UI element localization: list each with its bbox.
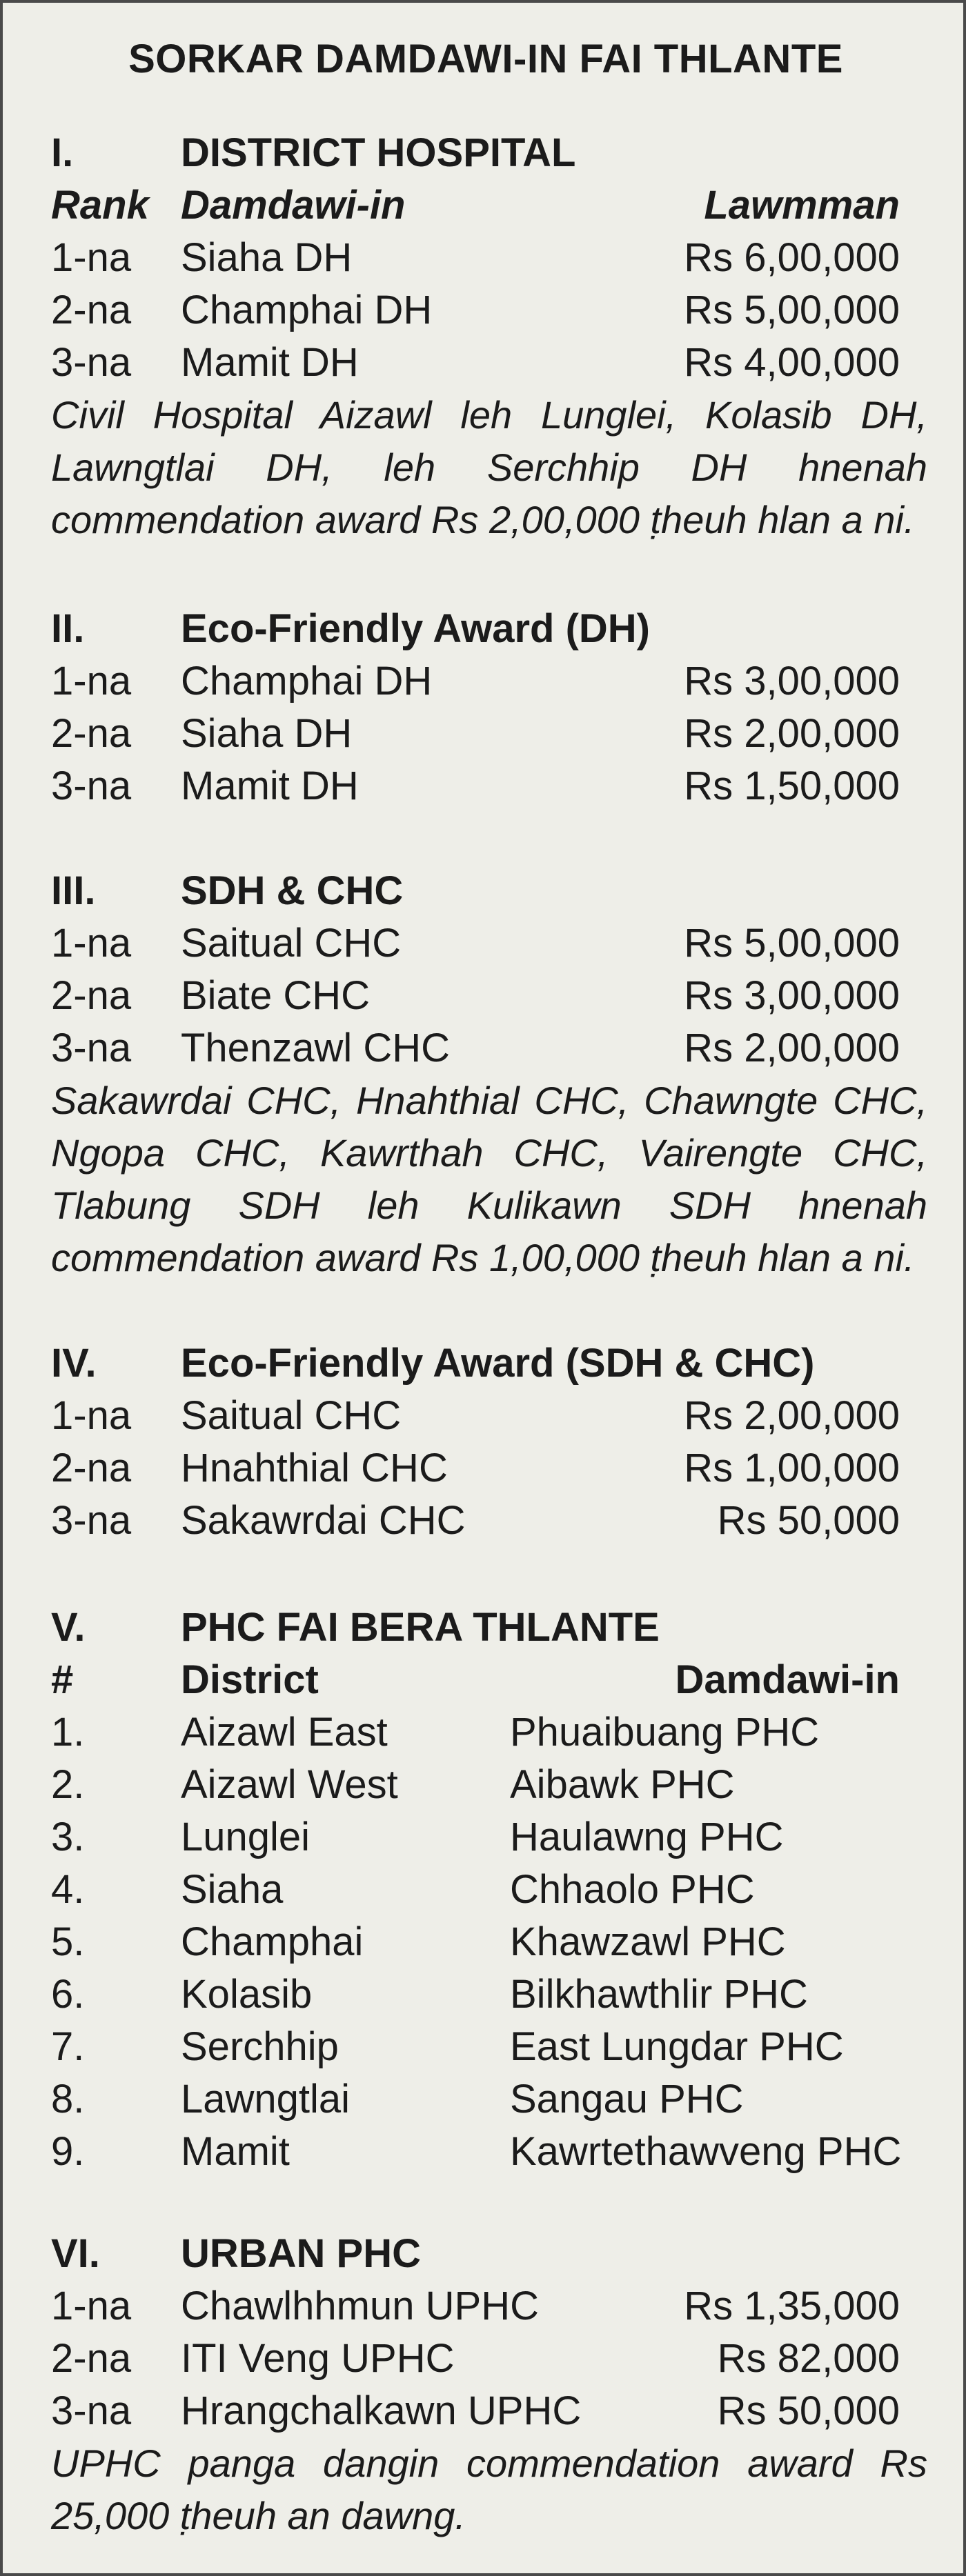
section-heading — [51, 603, 927, 655]
rank: 3-na — [51, 340, 132, 385]
district-name: Aizawl East — [181, 1710, 388, 1755]
prize-amount: Rs 50,000 — [717, 2388, 900, 2433]
section-title: SDH & CHC — [181, 868, 404, 913]
section-urban-phc — [51, 2228, 927, 2542]
district-name: Lawngtlai — [181, 2077, 351, 2121]
rank: 2-na — [51, 1446, 132, 1490]
section-title: PHC FAI BERA THLANTE — [181, 1605, 660, 1650]
section-number: II. — [51, 606, 85, 651]
table-row — [51, 2280, 927, 2333]
table-row — [51, 970, 927, 1022]
hospital-name: Saitual CHC — [181, 1393, 402, 1438]
hospital-name: Saitual CHC — [181, 921, 402, 966]
rank: 2-na — [51, 711, 132, 756]
hospital-name: Siaha DH — [181, 235, 353, 280]
table-row — [51, 2073, 927, 2126]
row-number: 4. — [51, 1867, 85, 1912]
rank: 2-na — [51, 288, 132, 332]
section-number: I. — [51, 130, 74, 175]
rank: 3-na — [51, 2388, 132, 2433]
hospital-name: ITI Veng UPHC — [181, 2336, 455, 2381]
prize-amount: Rs 3,00,000 — [684, 659, 900, 703]
hospital-name: Siaha DH — [181, 711, 353, 756]
section-eco-friendly-dh — [51, 603, 927, 812]
phc-name: Bilkhawthlir PHC — [510, 1972, 808, 2017]
table-row — [51, 1390, 927, 1442]
table-row — [51, 1022, 927, 1075]
prize-amount: Rs 2,00,000 — [684, 1026, 900, 1070]
rank: 3-na — [51, 1026, 132, 1070]
section-sdh-chc — [51, 865, 927, 1284]
section-title: URBAN PHC — [181, 2231, 421, 2276]
table-row — [51, 1442, 927, 1495]
commendation-note: Civil Hospital Aizawl leh Lunglei, Kolasib DH, Lawngtlai DH, leh Serchhip DH hnenah commendation award Rs 2,00,000 ṭheuh hlan a ni. — [51, 393, 927, 541]
hospital-name: Thenzawl CHC — [181, 1026, 450, 1070]
table-row — [51, 708, 927, 760]
rank: 1-na — [51, 2284, 132, 2328]
column-header-hospital: Damdawi-in — [675, 1657, 900, 1702]
prize-amount: Rs 3,00,000 — [684, 973, 900, 1018]
prize-amount: Rs 4,00,000 — [684, 340, 900, 385]
hospital-name: Mamit DH — [181, 340, 359, 385]
section-number: VI. — [51, 2231, 100, 2276]
section-title: Eco-Friendly Award (DH) — [181, 606, 650, 651]
commendation-note: Sakawrdai CHC, Hnahthial CHC, Chawngte CHC, Ngopa CHC, Kawrthah CHC, Vairengte CHC, Tlabung SDH leh Kulikawn SDH hnenah commendation award Rs 1,00,000 ṭheuh hlan a ni. — [51, 1079, 927, 1279]
section-number: IV. — [51, 1341, 97, 1386]
phc-name: Haulawng PHC — [510, 1815, 784, 1859]
row-number: 7. — [51, 2024, 85, 2069]
table-row — [51, 337, 927, 389]
rank: 2-na — [51, 2336, 132, 2381]
rank: 3-na — [51, 763, 132, 808]
prize-amount: Rs 2,00,000 — [684, 1393, 900, 1438]
row-number: 5. — [51, 1919, 85, 1964]
hospital-name: Hnahthial CHC — [181, 1446, 448, 1490]
prize-amount: Rs 1,00,000 — [684, 1446, 900, 1490]
prize-amount: Rs 1,35,000 — [684, 2284, 900, 2328]
phc-name: Phuaibuang PHC — [510, 1710, 820, 1755]
column-header-hospital: Damdawi-in — [181, 183, 406, 228]
phc-name: Sangau PHC — [510, 2077, 744, 2121]
district-name: Siaha — [181, 1867, 284, 1912]
row-number: 8. — [51, 2077, 85, 2121]
commendation-note: UPHC panga dangin commendation award Rs 25,000 ṭheuh an dawng. — [51, 2442, 927, 2537]
hospital-name: Biate CHC — [181, 973, 370, 1018]
prize-amount: Rs 5,00,000 — [684, 921, 900, 966]
row-number: 1. — [51, 1710, 85, 1755]
row-number: 2. — [51, 1762, 85, 1807]
district-name: Champhai — [181, 1919, 364, 1964]
section-number: V. — [51, 1605, 86, 1650]
prize-amount: Rs 2,00,000 — [684, 711, 900, 756]
phc-name: Aibawk PHC — [510, 1762, 735, 1807]
section-phc-best — [51, 1601, 927, 2178]
table-row — [51, 760, 927, 812]
district-name: Serchhip — [181, 2024, 339, 2069]
row-number: 6. — [51, 1972, 85, 2017]
table-row — [51, 284, 927, 337]
row-number: 3. — [51, 1815, 85, 1859]
prize-amount: Rs 6,00,000 — [684, 235, 900, 280]
section-heading — [51, 865, 927, 917]
rank: 1-na — [51, 659, 132, 703]
section-district-hospital — [51, 127, 927, 546]
table-row — [51, 1864, 927, 1916]
table-row — [51, 1706, 927, 1759]
table-header — [51, 179, 927, 232]
hospital-name: Champhai DH — [181, 659, 433, 703]
prize-amount: Rs 1,50,000 — [684, 763, 900, 808]
column-header-prize: Lawmman — [704, 183, 900, 228]
section-heading — [51, 2228, 927, 2280]
phc-name: Kawrtethawveng PHC — [510, 2129, 902, 2174]
hospital-name: Hrangchalkawn UPHC — [181, 2388, 582, 2433]
hospital-name: Sakawrdai CHC — [181, 1498, 466, 1543]
district-name: Aizawl West — [181, 1762, 398, 1807]
table-row — [51, 1495, 927, 1547]
phc-name: Khawzawl PHC — [510, 1919, 786, 1964]
table-row — [51, 2333, 927, 2385]
rank: 3-na — [51, 1498, 132, 1543]
rank: 2-na — [51, 973, 132, 1018]
phc-name: East Lungdar PHC — [510, 2024, 844, 2069]
table-row — [51, 2385, 927, 2437]
table-row — [51, 2021, 927, 2073]
prize-amount: Rs 5,00,000 — [684, 288, 900, 332]
column-header-number: # — [51, 1657, 74, 1702]
section-heading — [51, 1601, 927, 1654]
column-header-district: District — [181, 1657, 319, 1702]
district-name: Kolasib — [181, 1972, 313, 2017]
table-row — [51, 1811, 927, 1864]
table-row — [51, 232, 927, 284]
section-number: III. — [51, 868, 96, 913]
table-row — [51, 1916, 927, 1968]
section-title: Eco-Friendly Award (SDH & CHC) — [181, 1341, 815, 1386]
rank: 1-na — [51, 235, 132, 280]
rank: 1-na — [51, 921, 132, 966]
table-row — [51, 1968, 927, 2021]
section-heading — [51, 1337, 927, 1390]
rank: 1-na — [51, 1393, 132, 1438]
table-row — [51, 1759, 927, 1811]
district-name: Mamit — [181, 2129, 290, 2174]
column-header-rank: Rank — [51, 183, 149, 228]
district-name: Lunglei — [181, 1815, 310, 1859]
prize-amount: Rs 82,000 — [717, 2336, 900, 2381]
section-eco-friendly-sdh-chc — [51, 1337, 927, 1547]
hospital-name: Champhai DH — [181, 288, 433, 332]
hospital-name: Chawlhhmun UPHC — [181, 2284, 539, 2328]
table-row — [51, 917, 927, 970]
page-title: SORKAR DAMDAWI-IN FAI THLANTE — [128, 37, 843, 81]
section-title: DISTRICT HOSPITAL — [181, 130, 576, 175]
prize-amount: Rs 50,000 — [717, 1498, 900, 1543]
hospital-name: Mamit DH — [181, 763, 359, 808]
table-row — [51, 2126, 927, 2178]
phc-name: Chhaolo PHC — [510, 1867, 755, 1912]
section-heading — [51, 127, 927, 179]
table-row — [51, 655, 927, 708]
table-header — [51, 1654, 927, 1706]
row-number: 9. — [51, 2129, 85, 2174]
